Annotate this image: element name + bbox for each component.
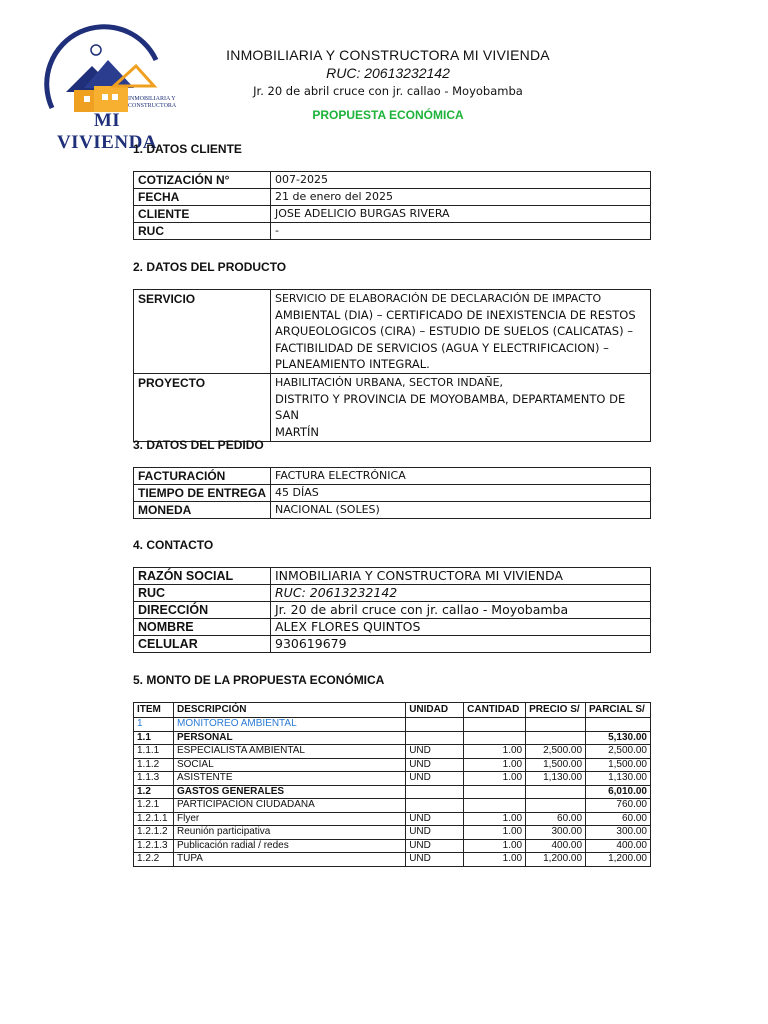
table-row: 1.1 PERSONAL 5,130.00 bbox=[134, 731, 651, 745]
contact-table bbox=[133, 567, 651, 653]
order-table bbox=[133, 467, 651, 519]
proyecto-value: HABILITACIÓN URBANA, SECTOR INDAÑE, DISTRITO Y PROVINCIA DE MOYOBAMBA, DEPARTAMENTO DE SAN MARTÍN bbox=[271, 374, 651, 442]
proyecto-label: PROYECTO bbox=[134, 374, 271, 442]
section-product-heading: 2. DATOS DEL PRODUCTO bbox=[133, 260, 287, 274]
servicio-label: SERVICIO bbox=[134, 290, 271, 374]
section-client-heading: 1. DATOS CLIENTE bbox=[133, 142, 242, 156]
table-row: 1 MONITOREO AMBIENTAL bbox=[134, 718, 651, 732]
table-row: DIRECCIÓN Jr. 20 de abril cruce con jr. callao - Moyobamba bbox=[134, 602, 651, 619]
section-order-heading: 3. DATOS DEL PEDIDO bbox=[133, 438, 264, 452]
table-row: RUC - bbox=[134, 223, 651, 240]
table-row: 1.2.1.1 Flyer UND 1.00 60.00 60.00 bbox=[134, 812, 651, 826]
table-row: NOMBRE ALEX FLORES QUINTOS bbox=[134, 619, 651, 636]
section-contact-heading: 4. CONTACTO bbox=[133, 538, 214, 552]
table-row: 1.2.1 PARTICIPACIÓN CIUDADANA 760.00 bbox=[134, 799, 651, 813]
table-row: 1.2 GASTOS GENERALES 6,010.00 bbox=[134, 785, 651, 799]
product-table bbox=[133, 289, 651, 442]
table-row: 1.2.2 TUPA UND 1.00 1,200.00 1,200.00 bbox=[134, 853, 651, 867]
client-table bbox=[133, 171, 651, 240]
table-header-row: ITEM DESCRIPCIÓN UNIDAD CANTIDAD PRECIO S/ PARCIAL S/ bbox=[134, 703, 651, 718]
table-row: FECHA 21 de enero del 2025 bbox=[134, 189, 651, 206]
budget-table bbox=[133, 702, 651, 867]
table-row: CLIENTE JOSE ADELICIO BURGAS RIVERA bbox=[134, 206, 651, 223]
logo-text: MI VIVIENDA bbox=[56, 110, 158, 153]
table-row: 1.2.1.3 Publicación radial / redes UND 1.00 400.00 400.00 bbox=[134, 839, 651, 853]
servicio-value: SERVICIO DE ELABORACIÓN DE DECLARACIÓN DE IMPACTO AMBIENTAL (DIA) – CERTIFICADO DE INEXISTENCIA DE RESTOS ARQUEOLOGICOS (CIRA) – ESTUDIO DE SUELOS (CALICATAS) – FACTIBILIDAD DE SERVICIOS (AGUA Y ELECTRIFICACION) – PLANEAMIENTO INTEGRAL. bbox=[271, 290, 651, 374]
table-row: FACTURACIÓN FACTURA ELECTRÓNICA bbox=[134, 468, 651, 485]
company-name: INMOBILIARIA Y CONSTRUCTORA MI VIVIENDA bbox=[226, 47, 550, 63]
table-row: CELULAR 930619679 bbox=[134, 636, 651, 653]
document-title: PROPUESTA ECONÓMICA bbox=[312, 108, 464, 122]
logo-small-2: CONSTRUCTORA bbox=[128, 103, 177, 109]
table-row: RAZÓN SOCIAL INMOBILIARIA Y CONSTRUCTORA MI VIVIENDA bbox=[134, 568, 651, 585]
table-row: COTIZACIÓN N° 007-2025 bbox=[134, 172, 651, 189]
section-budget-heading: 5. MONTO DE LA PROPUESTA ECONÓMICA bbox=[133, 673, 385, 687]
table-row bbox=[134, 290, 651, 374]
table-row: 1.1.1 ESPECIALISTA AMBIENTAL UND 1.00 2,500.00 2,500.00 bbox=[134, 745, 651, 759]
table-row: 1.1.3 ASISTENTE UND 1.00 1,130.00 1,130.00 bbox=[134, 772, 651, 786]
logo-small-1: INMOBILIARIA Y bbox=[128, 96, 176, 102]
table-row: RUC RUC: 20613232142 bbox=[134, 585, 651, 602]
company-ruc: RUC: 20613232142 bbox=[326, 65, 450, 81]
table-row: TIEMPO DE ENTREGA 45 DÍAS bbox=[134, 485, 651, 502]
company-address: Jr. 20 de abril cruce con jr. callao - Moyobamba bbox=[253, 84, 523, 98]
table-row: 1.2.1.2 Reunión participativa UND 1.00 300.00 300.00 bbox=[134, 826, 651, 840]
table-row: MONEDA NACIONAL (SOLES) bbox=[134, 502, 651, 519]
table-row: 1.1.2 SOCIAL UND 1.00 1,500.00 1,500.00 bbox=[134, 758, 651, 772]
table-row bbox=[134, 374, 651, 442]
